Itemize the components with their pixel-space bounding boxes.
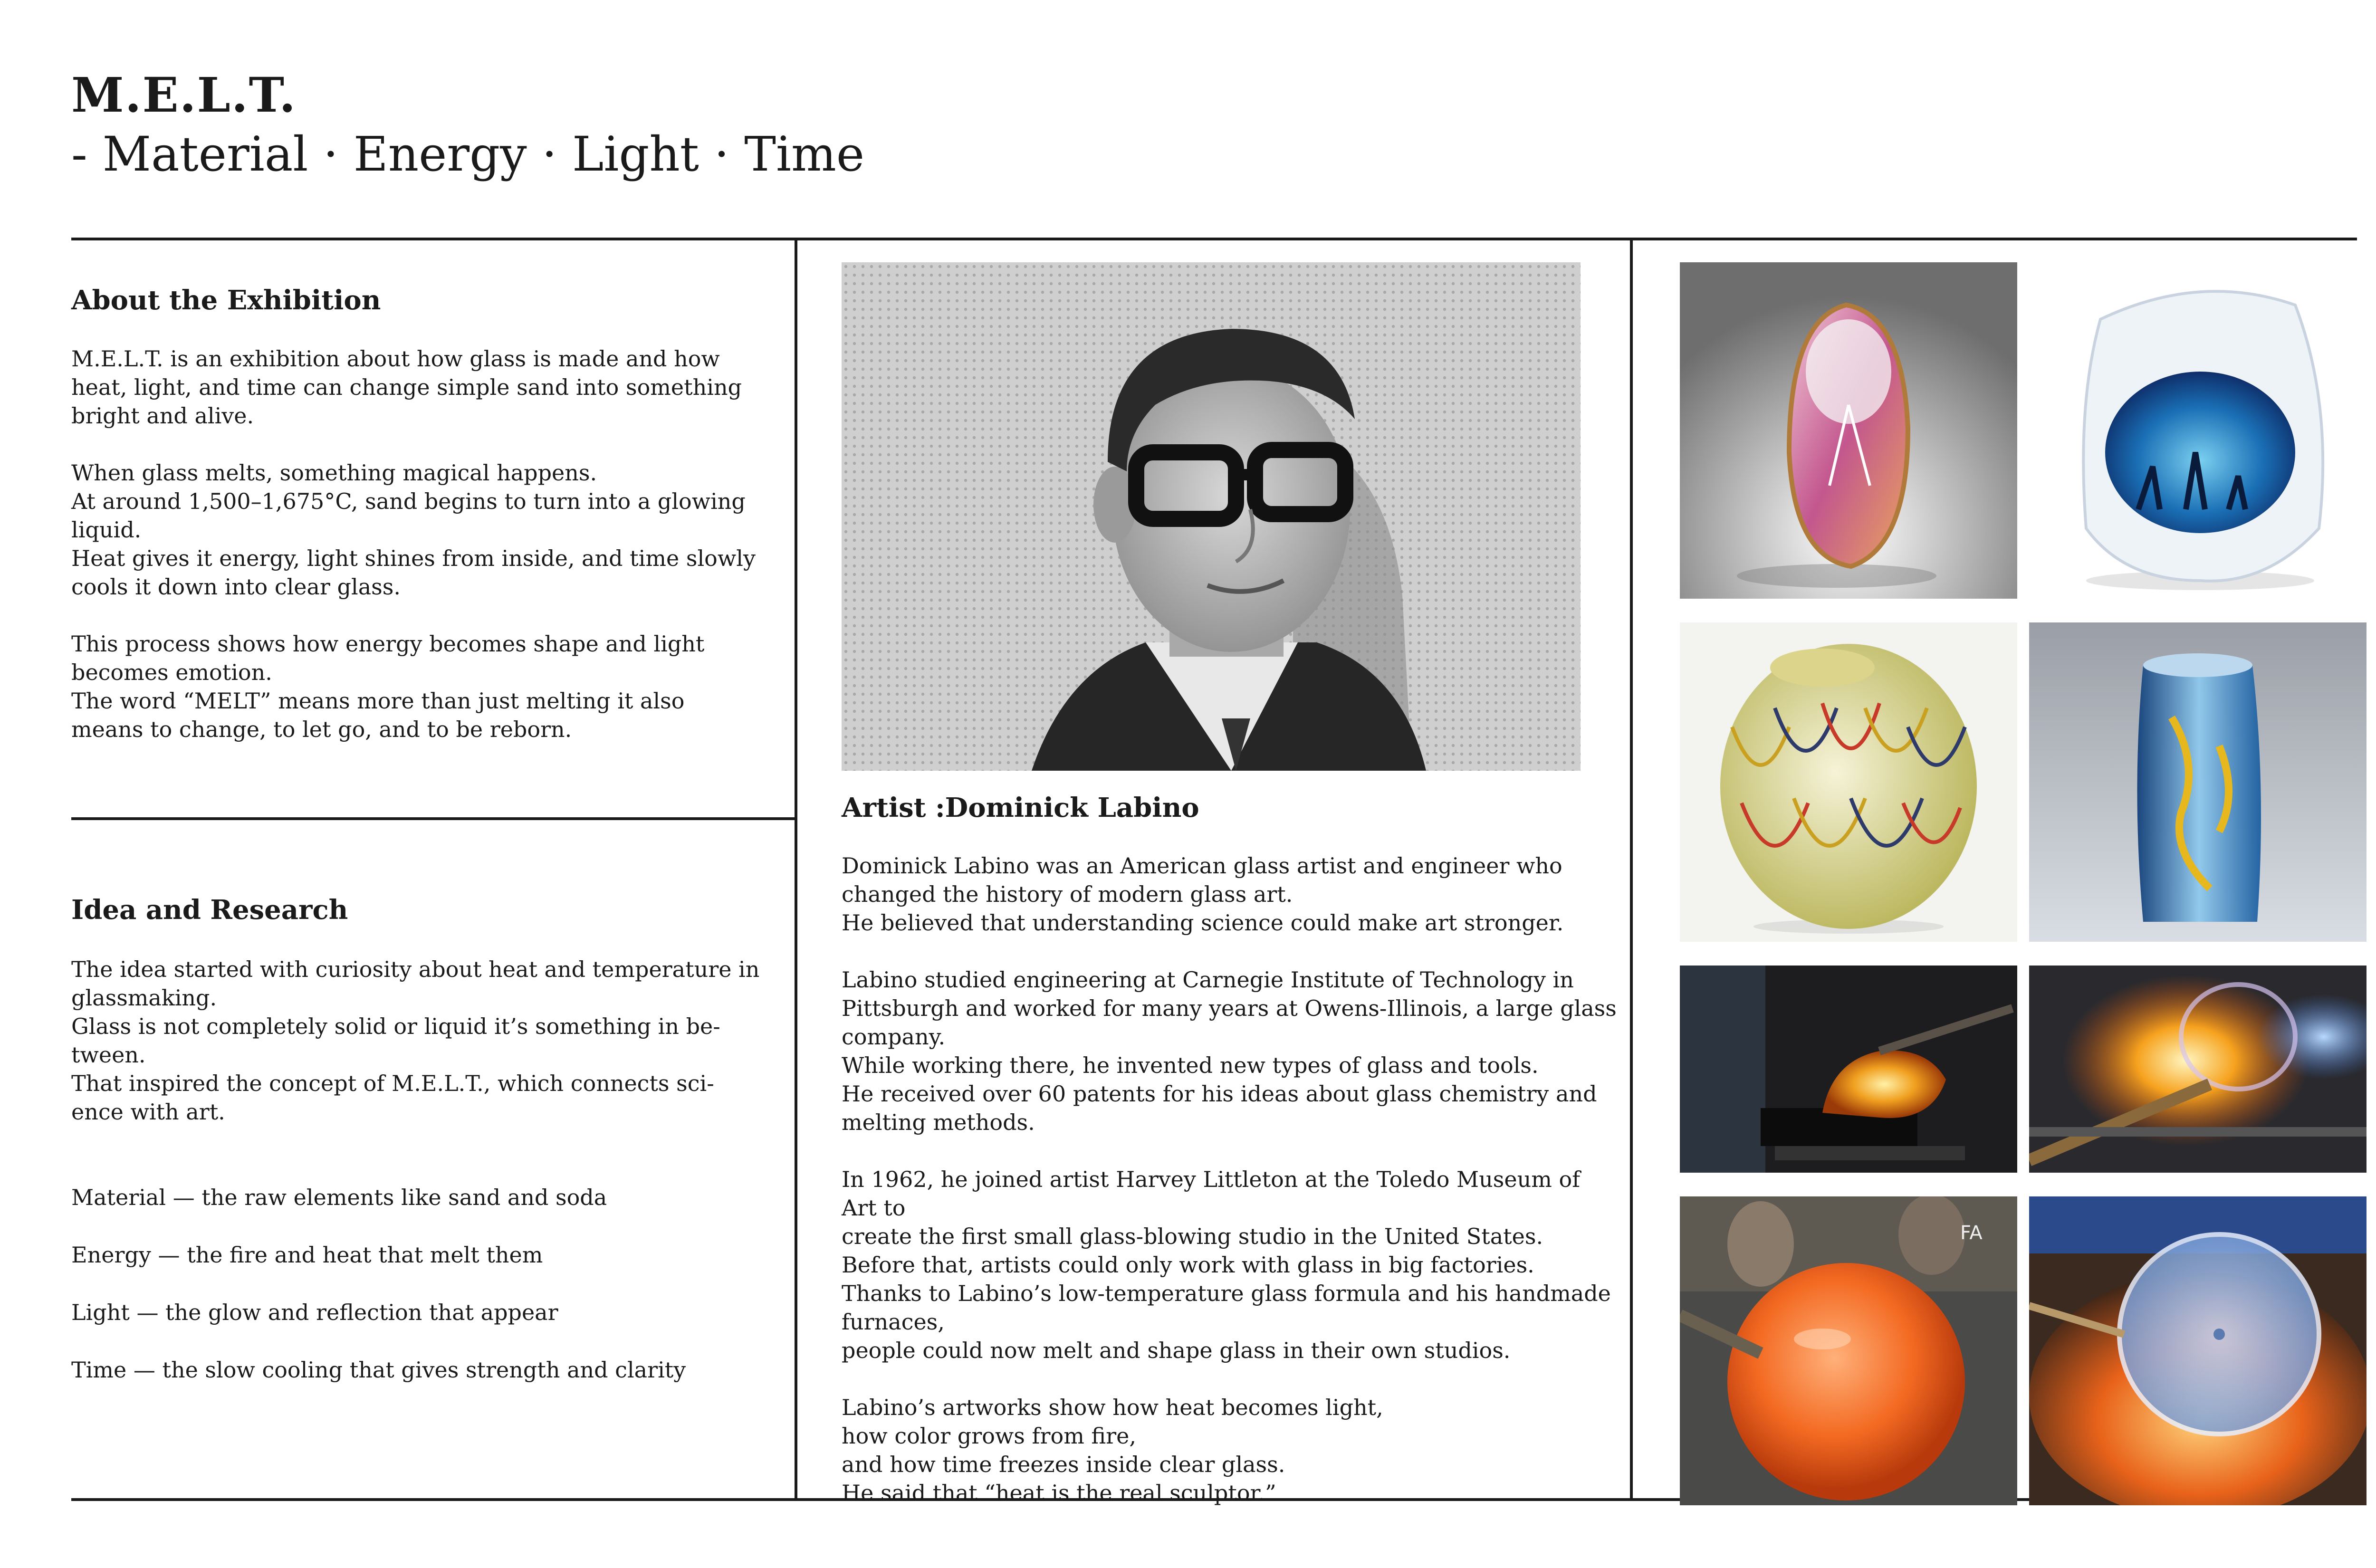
page-title: M.E.L.T. (71, 67, 297, 123)
feathered-glass-vase-photo (1680, 622, 2017, 942)
about-heading: About the Exhibition (71, 285, 381, 316)
blue-glass-block-photo (2029, 262, 2366, 599)
pillar-material: Material — the raw elements like sand and soda (71, 1185, 607, 1210)
about-paragraph-2: When glass melts, something magical happens. At around 1,500–1,675°C, sand begins to turn into a glowing liquid. Heat gives it energy, light shines from inside, and time slowly cools it down into clear glass. (71, 460, 756, 600)
idea-body (71, 955, 775, 1126)
artist-paragraph-1: Dominick Labino was an American glass artist and engineer who changed the history of modern glass art. He believed that understanding science could make art stronger. (842, 853, 1564, 936)
pillar-light: Light — the glow and reflection that appear (71, 1300, 558, 1325)
glass-blowing-flame-photo (2029, 966, 2366, 1173)
idea-heading: Idea and Research (71, 894, 348, 926)
column-divider-1 (795, 238, 797, 1501)
pillar-energy: Energy — the fire and heat that melt them (71, 1242, 543, 1268)
page-subtitle: - Material · Energy · Light · Time (71, 126, 864, 182)
photo-watermark: FA (1960, 1222, 1983, 1244)
artist-portrait-photo (842, 262, 1581, 771)
about-body (71, 344, 775, 744)
artist-heading: Artist :Dominick Labino (842, 792, 1199, 823)
molten-glass-furnace-photo (1680, 966, 2017, 1173)
blue-yellow-glass-vase-photo (2029, 622, 2366, 942)
about-paragraph-3: This process shows how energy becomes shape and light becomes emotion. The word “MELT” means more than just melting it also means to change, to let go, and to be reborn. (71, 631, 705, 742)
left-section-divider (71, 817, 796, 820)
pillar-time: Time — the slow cooling that gives strength and clarity (71, 1357, 686, 1383)
orange-glass-globe-photo (1680, 1196, 2017, 1505)
artist-paragraph-2: Labino studied engineering at Carnegie Institute of Technology in Pittsburgh and worked for many years at Owens-Illinois, a large glass company. While working there, he invented new types of glass and tools. He received over 60 patents for his ideas about glass chemistry and melting methods. (842, 967, 1617, 1135)
idea-paragraph-1: The idea started with curiosity about heat and temperature in glassmaking. Glass is not completely solid or liquid it’s something in be- tween. That inspired the concept of M.E.L.T., which connects sci- ence with art. (71, 956, 760, 1125)
artist-paragraph-3: In 1962, he joined artist Harvey Littleton at the Toledo Museum of Art to create the first small glass-blowing studio in the United States. Before that, artists could only work with glass in big factories. Thanks to Labino’s low-temperature glass formula and his handmade furnaces, people could now melt and shape glass in their own studios. (842, 1166, 1611, 1363)
about-paragraph-1: M.E.L.T. is an exhibition about how glass is made and how heat, light, and time can change simple sand into something bright and alive. (71, 346, 742, 429)
pillars-list (71, 1183, 686, 1413)
artist-body (842, 851, 1621, 1507)
artist-paragraph-4: Labino’s artworks show how heat becomes light, how color grows from fire, and how time freezes inside clear glass. He said that “heat is the real sculptor.” (842, 1395, 1383, 1506)
header-rule (71, 238, 2357, 240)
column-divider-2 (1630, 238, 1633, 1501)
glass-disc-fire-photo (2029, 1196, 2366, 1505)
pink-glass-sculpture-photo (1680, 262, 2017, 599)
